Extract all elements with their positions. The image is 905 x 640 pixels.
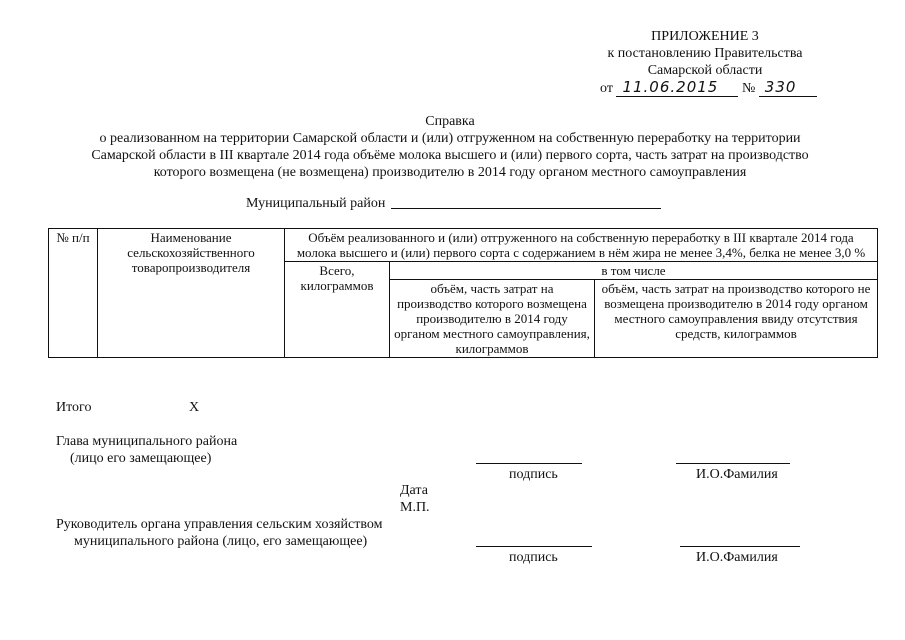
manager-signature-line[interactable] xyxy=(476,545,592,547)
header-number: № п/п xyxy=(49,229,98,358)
header-volume: Объём реализованного и (или) отгруженного на собственную переработку в III квартале 2014 года молока высшего и (или) первого сорта с содержанием в нём жира не менее 3,4%, белка не менее 3,0 % xyxy=(285,229,878,262)
appendix-line-1: к постановлению Правительства xyxy=(607,46,803,61)
head-line-1: Глава муниципального района xyxy=(56,434,238,449)
district-field xyxy=(246,196,661,212)
header-reimbursed: объём, часть затрат на производство которого возмещена производителю в 2014 году органом местного самоуправления, килограммов xyxy=(390,280,595,358)
date-label: Дата xyxy=(400,483,428,498)
seal-label: М.П. xyxy=(400,500,430,515)
district-blank-line[interactable] xyxy=(391,208,661,209)
number-prefix: № xyxy=(741,81,756,96)
appendix-title: ПРИЛОЖЕНИЕ 3 xyxy=(651,29,759,44)
report-table xyxy=(48,228,878,358)
manager-name-line[interactable] xyxy=(680,545,800,547)
approval-date: 11.06.2015 xyxy=(616,79,738,97)
manager-line-2: муниципального района (лицо, его замещающее) xyxy=(74,534,368,549)
title-line-2: Самарской области в III квартале 2014 года объёме молока высшего и (или) первого сорта, часть затрат на производство xyxy=(91,148,809,163)
header-total-kg: Всего, килограммов xyxy=(285,262,390,358)
appendix-line-2: Самарской области xyxy=(647,63,763,78)
totals-label: Итого xyxy=(56,400,92,415)
head-name-label: И.О.Фамилия xyxy=(696,467,778,482)
header-not-reimbursed: объём, часть затрат на производство которого не возмещена производителю в 2014 году органом местного самоуправления ввиду отсутствия средств, килограммов xyxy=(595,280,878,358)
approval-number: 330 xyxy=(759,79,817,97)
manager-line-1: Руководитель органа управления сельским хозяйством xyxy=(56,517,383,532)
title-line-1: о реализованном на территории Самарской области и (или) отгруженном на собственную переработку на территории xyxy=(99,131,801,146)
header-producer-name: Наименование сельскохозяйственного товаропроизводителя xyxy=(98,229,285,358)
approval-date-number xyxy=(560,79,850,97)
title-line-3: которого возмещена (не возмещена) производителю в 2014 году органом местного самоуправления xyxy=(153,165,747,180)
head-line-2: (лицо его замещающее) xyxy=(70,451,212,466)
head-title xyxy=(56,433,237,467)
head-signature-line[interactable] xyxy=(476,462,582,464)
manager-title xyxy=(56,516,382,550)
approval-block xyxy=(560,28,850,97)
manager-signature-label: подпись xyxy=(509,550,558,565)
head-name-line[interactable] xyxy=(676,462,790,464)
manager-name-label: И.О.Фамилия xyxy=(696,550,778,565)
from-prefix: от xyxy=(600,81,613,96)
title-heading: Справка xyxy=(425,114,475,129)
table-header-row-1 xyxy=(49,229,878,262)
document-title xyxy=(40,113,860,181)
header-including: в том числе xyxy=(390,262,878,280)
district-label: Муниципальный район xyxy=(246,196,386,211)
totals-x-mark: Х xyxy=(189,400,200,415)
head-signature-label: подпись xyxy=(509,467,558,482)
